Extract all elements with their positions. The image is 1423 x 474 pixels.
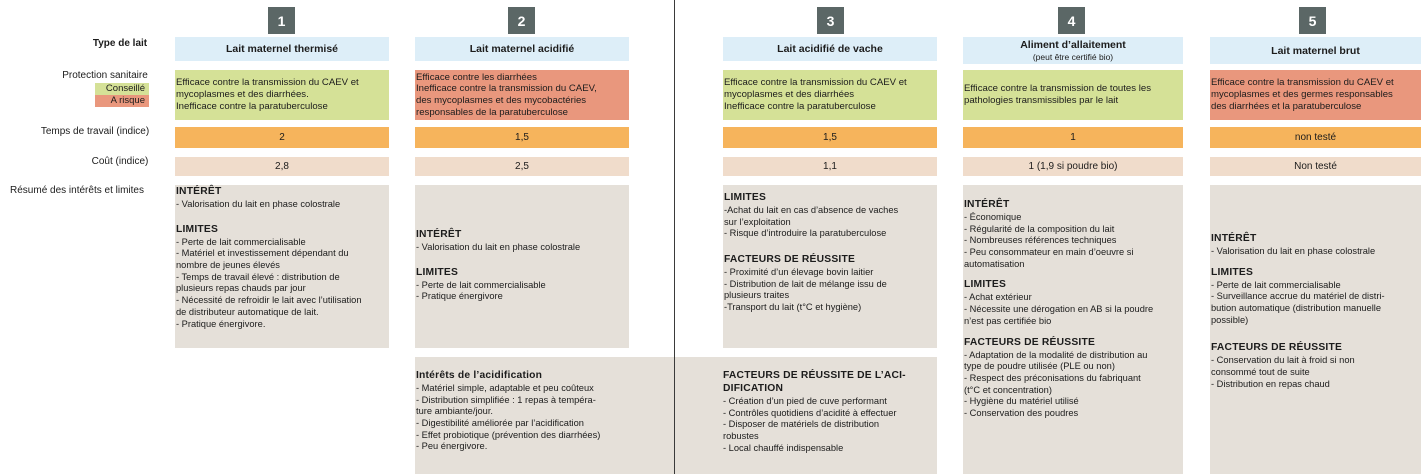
column-title-5 xyxy=(1210,37,1421,64)
protection-line: Efficace contre la transmission de toutes les xyxy=(964,83,1151,95)
panel-item: - Local chauffé indispensable xyxy=(723,442,844,453)
summary-panel-5 xyxy=(1210,185,1421,474)
panel-item: - Nécessité de refroidir le lait avec l’utilisation xyxy=(176,295,362,306)
panel-item: - Risque d’introduire la paratuberculose xyxy=(724,228,887,239)
time-cell-2: 1,5 xyxy=(415,127,629,148)
protection-line: des mycoplasmes et des mycobactéries xyxy=(416,95,587,106)
panel-heading: LIMITES xyxy=(176,223,219,235)
panel-item: - Pratique énergivore xyxy=(416,291,503,302)
panel-item: - Surveillance accrue du matériel de distri- xyxy=(1211,291,1385,302)
panel-item: de distributeur automatique de lait. xyxy=(176,306,319,317)
time-cell-5: non testé xyxy=(1210,127,1421,148)
summary-panel-3 xyxy=(723,185,937,348)
row-label-type: Type de lait xyxy=(92,38,148,49)
protection-line: Efficace contre la transmission du CAEV et xyxy=(1211,77,1394,89)
summary-panel-1 xyxy=(175,185,389,348)
panel-item: nombre de jeunes élevés xyxy=(176,260,280,271)
protection-line: Efficace contre la transmission du CAEV et xyxy=(176,77,359,89)
panel-heading: LIMITES xyxy=(1211,266,1254,278)
panel-item: - Peu énergivore. xyxy=(416,441,488,452)
panel-item: - Adaptation de la modalité de distribution au xyxy=(964,349,1148,360)
panel-item: - Effet probiotique (prévention des diarrhées) xyxy=(416,429,601,440)
panel-item: sur l’exploitation xyxy=(724,216,791,227)
column-title-2-text: Lait maternel acidifié xyxy=(469,43,575,55)
cost-cell-4: 1 (1,9 si poudre bio) xyxy=(963,157,1183,176)
protection-line: mycoplasmes et des germes responsables xyxy=(1211,89,1393,101)
panel-item: - Perte de lait commercialisable xyxy=(416,279,546,290)
panel-heading: LIMITES xyxy=(416,266,459,278)
panel-item: - Création d’un pied de cuve performant xyxy=(723,395,887,406)
panel-heading: FACTEURS DE RÉUSSITE DE L’ACI- xyxy=(723,370,906,381)
row-label-summary: Résumé des intérêts et limites xyxy=(10,185,144,196)
panel-item: automatisation xyxy=(964,258,1025,269)
panel-item: - Nécessite une dérogation en AB si la poudre xyxy=(964,304,1154,315)
column-number-4: 4 xyxy=(1058,7,1085,34)
panel-item: - Contrôles quotidiens d’acidité à effectuer xyxy=(723,407,897,418)
protection-line: Inefficace contre la paratuberculose xyxy=(176,100,328,112)
panel-item: -Achat du lait en cas d’absence de vaches xyxy=(724,204,899,215)
protection-line: responsables de la paratuberculose xyxy=(416,106,569,118)
protection-cell-2 xyxy=(415,70,629,120)
panel-item: (t°C et concentration) xyxy=(964,384,1052,395)
panel-item: - Valorisation du lait en phase colostrale xyxy=(176,198,341,209)
panel-item: - Peu consommateur en main d’oeuvre si xyxy=(964,247,1134,258)
panel-item: - Perte de lait commercialisable xyxy=(1211,279,1341,290)
column-title-1 xyxy=(175,37,389,61)
panel-item: - Régularité de la composition du lait xyxy=(964,223,1115,234)
summary-panel-4 xyxy=(963,185,1183,474)
panel-item: n’est pas certifiée bio xyxy=(964,315,1052,326)
panel-item: - Achat extérieur xyxy=(964,292,1032,303)
panel-heading: INTÉRÊT xyxy=(416,229,462,240)
column-subtitle-4: (peut être certifié bio) xyxy=(1032,52,1114,62)
column-title-1-text: Lait maternel thermisé xyxy=(225,43,339,55)
cost-cell-5: Non testé xyxy=(1210,157,1421,176)
cost-cell-3: 1,1 xyxy=(723,157,937,176)
panel-heading: FACTEURS DE RÉUSSITE xyxy=(724,254,856,266)
panel-item: -Transport du lait (t°C et hygiène) xyxy=(724,302,862,313)
column-title-4 xyxy=(963,37,1183,64)
panel-item: type de poudre utilisée (PLE ou non) xyxy=(964,361,1115,372)
panel-item: - Disposer de matériels de distribution xyxy=(723,419,880,430)
panel-item: plusieurs repas chauds par jour xyxy=(176,283,306,294)
panel-item: - Nombreuses références techniques xyxy=(964,235,1117,246)
panel-item: - Distribution de lait de mélange issu de xyxy=(724,278,887,289)
row-label-time: Temps de travail (indice) xyxy=(40,126,150,137)
time-cell-1: 2 xyxy=(175,127,389,148)
column-number-1: 1 xyxy=(268,7,295,34)
panel-item: possible) xyxy=(1211,314,1249,325)
panel-item: - Valorisation du lait en phase colostrale xyxy=(1211,245,1376,256)
panel-heading: LIMITES xyxy=(724,192,767,203)
protection-line: pathologies transmissibles par le lait xyxy=(964,95,1119,106)
protection-line: Efficace contre les diarrhées xyxy=(416,71,537,83)
protection-line: mycoplasmes et des diarrhées. xyxy=(176,89,309,101)
panel-item: ture ambiante/jour. xyxy=(416,406,494,417)
cost-cell-2: 2,5 xyxy=(415,157,629,176)
protection-cell-5 xyxy=(1210,70,1421,120)
protection-line: mycoplasmes et des diarrhées xyxy=(724,89,855,101)
protection-line: Inefficace contre la transmission du CAEV, xyxy=(416,83,597,95)
protection-cell-3 xyxy=(723,70,937,120)
cost-cell-1: 2,8 xyxy=(175,157,389,176)
protection-line: Inefficace contre la paratuberculose xyxy=(724,100,876,112)
panel-item: - Conservation du lait à froid si non xyxy=(1211,355,1355,366)
panel-item: - Distribution simplifiée : 1 repas à tempéra- xyxy=(416,394,596,405)
panel-item: bution automatique (distribution manuelle xyxy=(1211,303,1382,314)
acidification-panel-right xyxy=(675,357,937,474)
panel-item: - Hygiène du matériel utilisé xyxy=(964,396,1079,407)
panel-item: consommé tout de suite xyxy=(1211,367,1310,378)
panel-item: - Distribution en repas chaud xyxy=(1211,378,1330,389)
panel-item: - Matériel et investissement dépendant du xyxy=(176,248,349,259)
row-label-protection: Protection sanitaire xyxy=(62,70,148,81)
panel-heading: INTÉRÊT xyxy=(176,186,222,197)
panel-item: - Perte de lait commercialisable xyxy=(176,236,306,247)
panel-item: - Pratique énergivore. xyxy=(176,318,266,329)
acidification-panel-left xyxy=(415,357,674,474)
column-title-2 xyxy=(415,37,629,61)
legend-conseille-label: Conseillé xyxy=(95,83,149,95)
panel-item: - Proximité d’un élevage bovin laitier xyxy=(724,267,874,278)
row-label-cost: Coût (indice) xyxy=(91,156,149,167)
panel-heading: FACTEURS DE RÉUSSITE xyxy=(1211,342,1343,354)
panel-item: - Matériel simple, adaptable et peu coûteux xyxy=(416,382,594,393)
panel-heading: FACTEURS DE RÉUSSITE xyxy=(964,336,1096,348)
protection-cell-4 xyxy=(963,70,1183,120)
protection-line: des diarrhées et la paratuberculose xyxy=(1211,100,1362,112)
legend-a-risque xyxy=(95,95,149,107)
panel-item: robustes xyxy=(723,431,759,442)
panel-heading: INTÉRÊT xyxy=(1211,233,1257,244)
column-number-2: 2 xyxy=(508,7,535,34)
column-title-3-text: Lait acidifié de vache xyxy=(777,43,883,55)
column-number-5: 5 xyxy=(1299,7,1326,34)
column-title-3 xyxy=(723,37,937,61)
panel-item: - Digestibilité améliorée par l’acidification xyxy=(416,418,584,429)
column-number-3: 3 xyxy=(817,7,844,34)
time-cell-3: 1,5 xyxy=(723,127,937,148)
panel-heading-continued: DIFICATION xyxy=(723,382,784,394)
summary-panel-2 xyxy=(415,185,629,348)
panel-item: - Économique xyxy=(964,211,1022,222)
protection-cell-1 xyxy=(175,70,389,120)
panel-heading: Intérêts de l’acidification xyxy=(416,370,543,381)
panel-item: - Respect des préconisations du fabriquant xyxy=(964,372,1141,383)
time-cell-4: 1 xyxy=(963,127,1183,148)
panel-heading: INTÉRÊT xyxy=(964,199,1010,210)
legend-a-risque-label: A risque xyxy=(95,95,149,107)
panel-item: - Valorisation du lait en phase colostrale xyxy=(416,241,581,252)
panel-item: - Temps de travail élevé : distribution de xyxy=(176,271,340,282)
column-title-5-text: Lait maternel brut xyxy=(1271,44,1360,57)
panel-item: plusieurs traites xyxy=(724,290,790,301)
column-title-4-text: Aliment d’allaitement xyxy=(1020,39,1126,51)
legend-conseille xyxy=(95,83,149,95)
panel-heading: LIMITES xyxy=(964,279,1007,291)
panel-item: - Conservation des poudres xyxy=(964,408,1079,419)
protection-line: Efficace contre la transmission du CAEV et xyxy=(724,77,907,89)
